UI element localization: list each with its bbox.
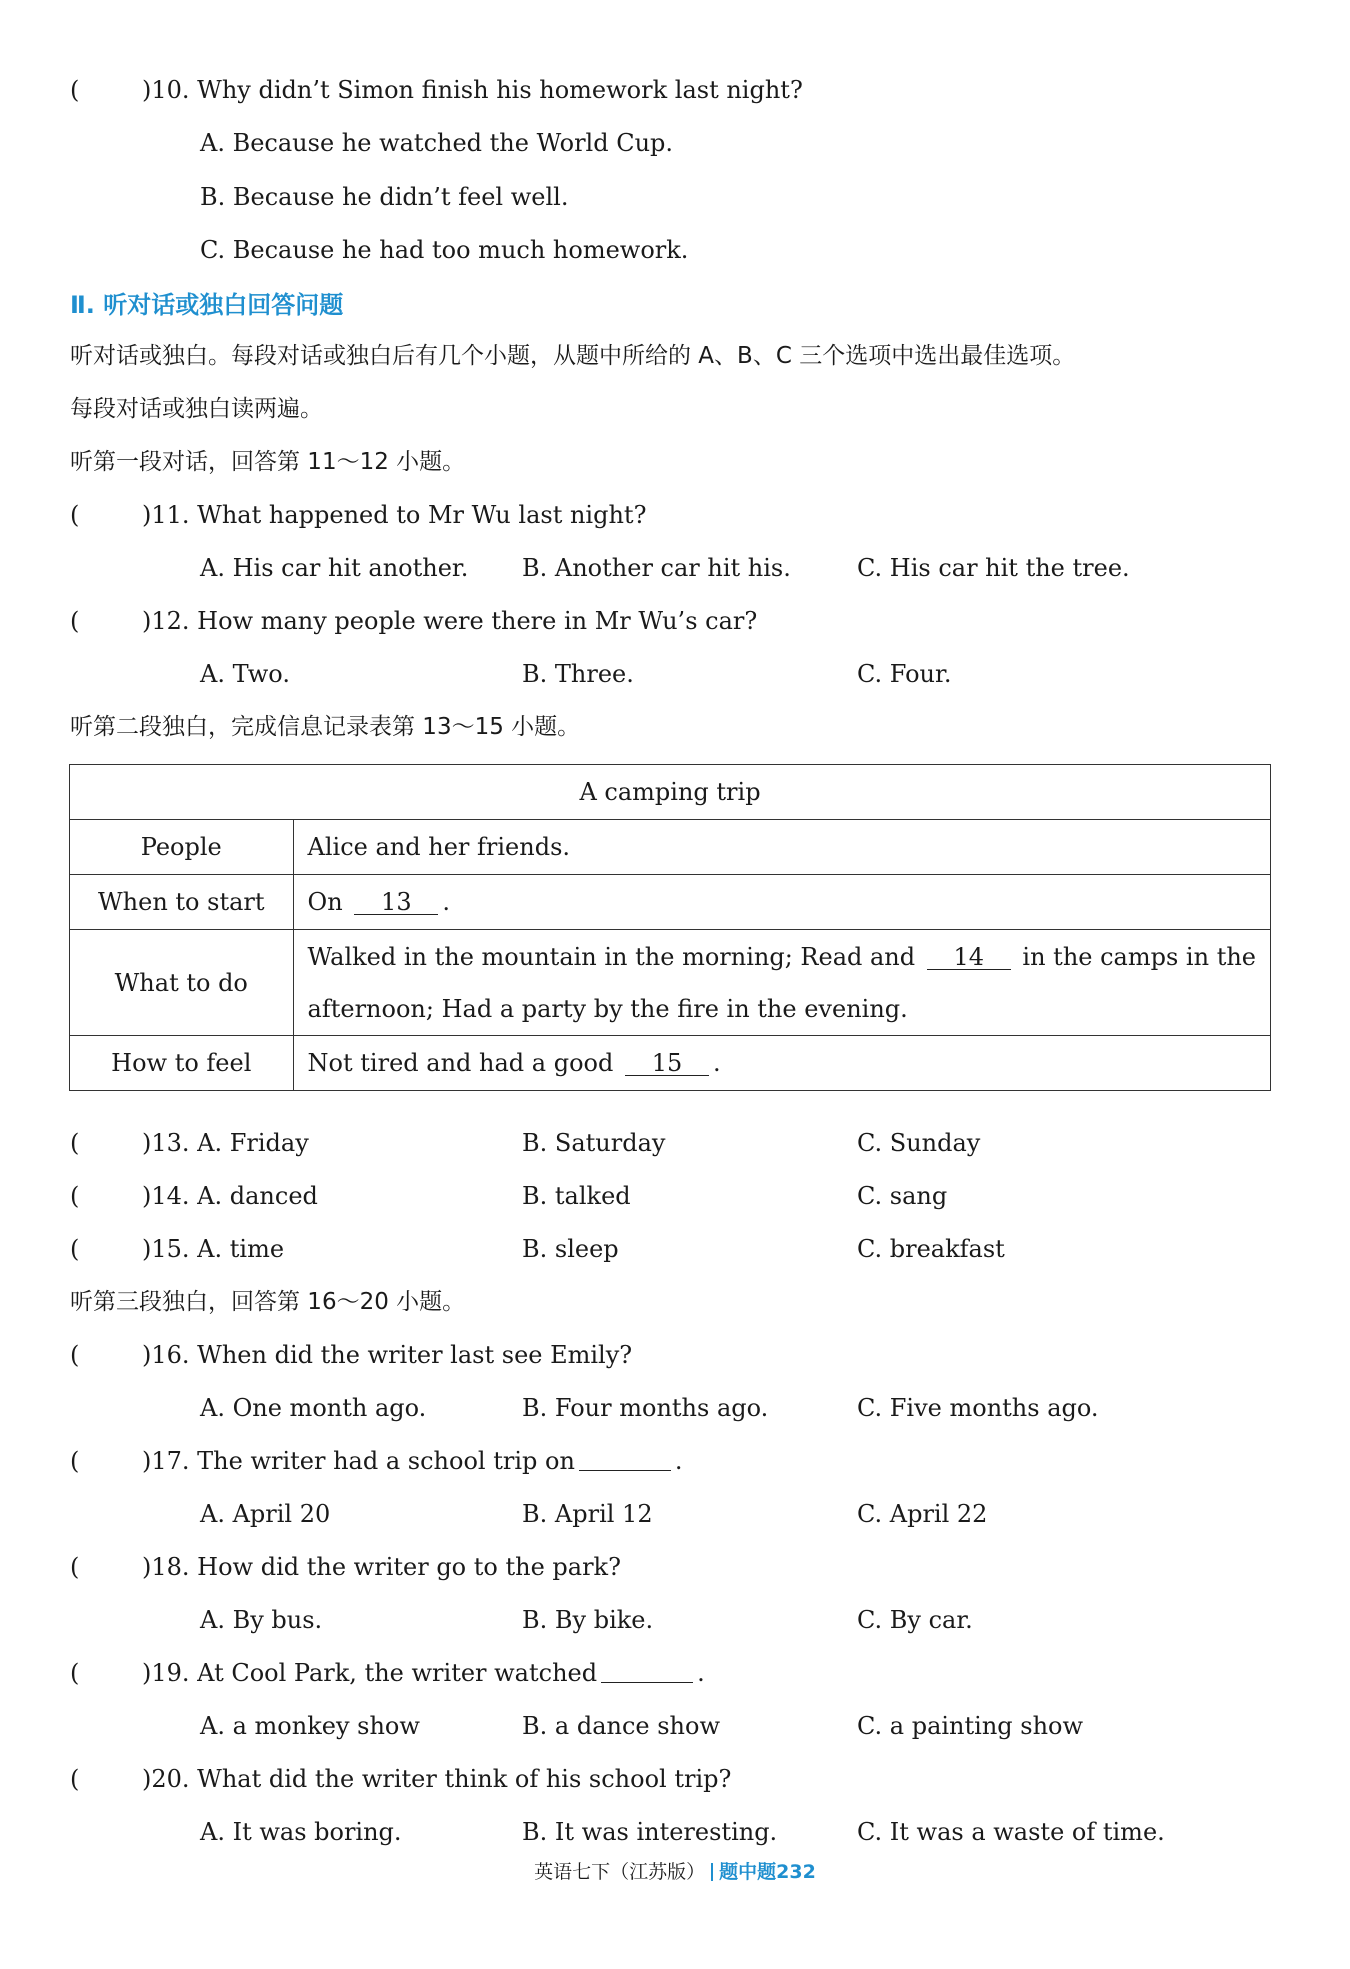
instructions-line-2: 每段对话或独白读两遍。 — [70, 396, 323, 422]
q18-option-c: C. By car. — [857, 1606, 973, 1634]
q19-text: )19. At Cool Park, the writer watched — [142, 1659, 598, 1687]
q17-blank[interactable] — [579, 1446, 671, 1471]
camping-trip-table — [69, 764, 1271, 1091]
q17-option-a: A. April 20 — [200, 1500, 331, 1528]
q17-post: . — [674, 1447, 683, 1475]
q17-option-c: C. April 22 — [857, 1500, 988, 1528]
q20-option-a: A. It was boring. — [200, 1818, 402, 1846]
q17-option-b: B. April 12 — [522, 1500, 653, 1528]
q11-option-c: C. His car hit the tree. — [857, 554, 1130, 582]
q15-option-c: C. breakfast — [857, 1235, 1005, 1263]
q17-text: )17. The writer had a school trip on — [142, 1447, 575, 1475]
blank-13[interactable]: 13 — [354, 890, 438, 915]
section-title: Ⅱ. 听对话或独白回答问题 — [70, 291, 344, 319]
question-17 — [142, 1446, 683, 1476]
q16-option-a: A. One month ago. — [200, 1394, 427, 1422]
question-10: )10. Why didn’t Simon finish his homework last night? — [142, 76, 803, 104]
start-post: . — [442, 888, 450, 916]
todo-cell — [293, 930, 1270, 1036]
part-2-instruction: 听第二段独白，完成信息记录表第 13～15 小题。 — [70, 714, 581, 740]
q20-option-b: B. It was interesting. — [522, 1818, 778, 1846]
q14-option-b: B. talked — [522, 1182, 631, 1210]
blank-14[interactable]: 14 — [927, 945, 1011, 970]
part-1-instruction: 听第一段对话，回答第 11～12 小题。 — [70, 449, 466, 475]
feel-cell — [293, 1036, 1270, 1091]
answer-paren: ( — [70, 501, 80, 529]
people-label: People — [70, 820, 294, 875]
answer-paren: ( — [70, 1659, 80, 1687]
q13-option-c: C. Sunday — [857, 1129, 981, 1157]
page-number: 232 — [776, 1861, 816, 1883]
answer-paren: ( — [70, 1341, 80, 1369]
feel-pre: Not tired and had a good — [307, 1049, 614, 1077]
page-footer — [0, 1857, 1350, 1884]
q12-option-b: B. Three. — [522, 660, 634, 688]
feel-label: How to feel — [70, 1036, 294, 1091]
q12-option-a: A. Two. — [200, 660, 290, 688]
q16-option-b: B. Four months ago. — [522, 1394, 769, 1422]
q16-option-c: C. Five months ago. — [857, 1394, 1099, 1422]
q19-option-a: A. a monkey show — [200, 1712, 420, 1740]
question-19 — [142, 1658, 705, 1688]
todo-pre: Walked in the mountain in the morning; Read and — [307, 942, 916, 971]
q19-blank[interactable] — [601, 1658, 693, 1683]
question-11: )11. What happened to Mr Wu last night? — [142, 501, 647, 529]
start-cell — [293, 875, 1270, 930]
q10-option-b: B. Because he didn’t feel well. — [200, 183, 569, 211]
feel-post: . — [712, 1049, 721, 1077]
q11-option-a: A. His car hit another. — [200, 554, 469, 582]
question-16: )16. When did the writer last see Emily? — [142, 1341, 633, 1369]
answer-paren: ( — [70, 1129, 80, 1157]
question-12: )12. How many people were there in Mr Wu’s car? — [142, 607, 758, 635]
q11-option-b: B. Another car hit his. — [522, 554, 791, 582]
people-value: Alice and her friends. — [293, 820, 1270, 875]
q13-option-b: B. Saturday — [522, 1129, 666, 1157]
answer-paren: ( — [70, 1553, 80, 1581]
answer-paren: ( — [70, 607, 80, 635]
q19-option-c: C. a painting show — [857, 1712, 1084, 1740]
question-20: )20. What did the writer think of his school trip? — [142, 1765, 732, 1793]
question-15: )15. A. time — [142, 1235, 285, 1263]
series-label: 题中题 — [719, 1861, 777, 1883]
question-13: )13. A. Friday — [142, 1129, 309, 1157]
q20-option-c: C. It was a waste of time. — [857, 1818, 1165, 1846]
todo-post: in the camps in the — [1022, 942, 1256, 971]
question-14: )14. A. danced — [142, 1182, 318, 1210]
todo-label: What to do — [70, 930, 294, 1036]
blank-15[interactable]: 15 — [625, 1051, 709, 1076]
answer-paren: ( — [70, 1447, 80, 1475]
q10-option-a: A. Because he watched the World Cup. — [200, 129, 674, 157]
answer-paren: ( — [70, 1235, 80, 1263]
answer-paren: ( — [70, 1182, 80, 1210]
book-title: 英语七下（江苏版） — [534, 1861, 706, 1883]
q19-post: . — [697, 1659, 705, 1687]
start-label: When to start — [70, 875, 294, 930]
table-title: A camping trip — [70, 765, 1271, 820]
q19-option-b: B. a dance show — [522, 1712, 720, 1740]
answer-paren: ( — [70, 1765, 80, 1793]
instructions-line-1: 听对话或独白。每段对话或独白后有几个小题，从题中所给的 A、B、C 三个选项中选出最佳选项。 — [70, 343, 1076, 369]
part-3-instruction: 听第三段独白，回答第 16～20 小题。 — [70, 1289, 466, 1315]
answer-paren: ( — [70, 76, 80, 104]
q18-option-b: B. By bike. — [522, 1606, 654, 1634]
question-18: )18. How did the writer go to the park? — [142, 1553, 621, 1581]
q18-option-a: A. By bus. — [200, 1606, 323, 1634]
q12-option-c: C. Four. — [857, 660, 952, 688]
footer-divider — [711, 1863, 713, 1881]
q15-option-b: B. sleep — [522, 1235, 619, 1263]
q10-option-c: C. Because he had too much homework. — [200, 236, 689, 264]
q14-option-c: C. sang — [857, 1182, 948, 1210]
start-pre: On — [307, 888, 343, 916]
todo-line-2: afternoon; Had a party by the fire in the evening. — [307, 994, 908, 1023]
